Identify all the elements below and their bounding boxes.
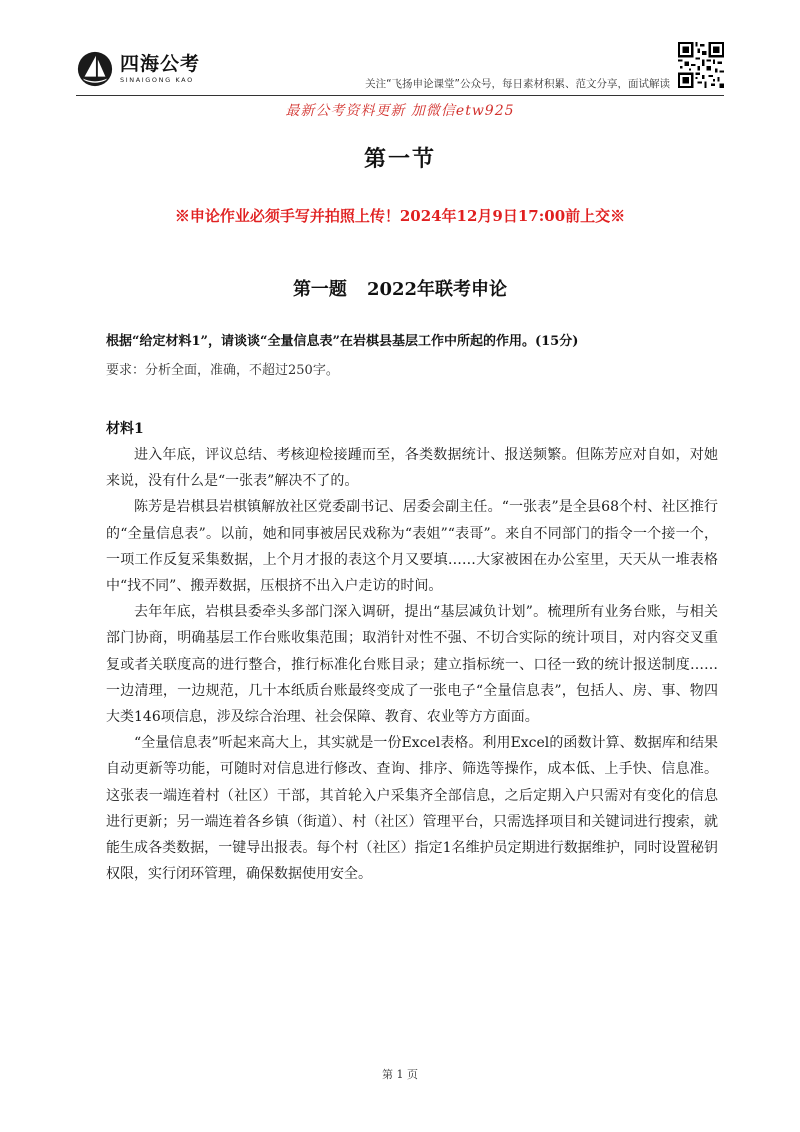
section-title: 第一节 — [363, 146, 436, 172]
paragraph: “全量信息表”听起来高大上，其实就是一份Excel表格。利用Excel的函数计算、数据库和结果自动更新等功能，可随时对信息进行修改、查询、排序、筛选等操作，成本低、上手快、信息准。这张表一端连着村（社区）干部，其首轮入户采集齐全部信息，之后定期入户只需对有变化的信息进行更新；另一端连着各乡镇（街道）、村（社区）管理平台，只需选择项目和关键词进行搜索，就能生成各类数据，一键导出报表。每个村（社区）指定1名维护员定期进行数据维护，同时设置秘钥权限，实行闭环管理，确保数据使用安全。 — [106, 735, 718, 883]
question-name: 2022年联考申论 — [366, 279, 508, 300]
material-label: 材料1 — [106, 421, 144, 437]
submission-notice: ※申论作业必须手写并拍照上传！2024年12月9日17:00前上交※ — [174, 207, 626, 225]
promo-banner: 最新公考资料更新 加微信etw925 — [285, 103, 515, 119]
material-body — [106, 442, 718, 887]
page-number: 第 1 页 — [382, 1068, 418, 1081]
paragraph: 进入年底，评议总结、考核迎检接踵而至，各类数据统计、报送频繁。但陈芳应对自如，对她来说，没有什么是“一张表”解决不了的。 — [106, 447, 718, 490]
answer-requirement: 要求：分析全面，准确，不超过250字。 — [106, 363, 339, 378]
header-divider — [76, 95, 724, 96]
paragraph: 陈芳是岩棋县岩棋镇解放社区党委副书记、居委会副主任。“一张表”是全县68个村、社区推行的“全量信息表”。以前，她和同事被居民戏称为“表姐”“表哥”。来自不同部门的指令一个接一个，一项工作反复采集数据，上个月才报的表这个月又要填……大家被困在办公室里，天天从一堆表格中“找不同”、搬弄数据，压根挤不出入户走访的时间。 — [106, 499, 718, 595]
question-title — [0, 275, 800, 301]
sailboat-logo-icon — [76, 50, 114, 88]
brand-name-pinyin: SINAIGONG KAO — [120, 76, 194, 84]
page-header — [76, 42, 724, 94]
brand-name: 四海公考 — [120, 53, 201, 75]
question-number: 第一题 — [292, 279, 347, 300]
header-tagline: 关注“飞扬申论课堂”公众号，每日素材积累、范文分享，面试解读 — [365, 78, 670, 90]
brand-logo — [76, 50, 200, 88]
paragraph: 去年年底，岩棋县委牵头多部门深入调研，提出“基层减负计划”。梳理所有业务台账，与相关部门协商，明确基层工作台账收集范围；取消针对性不强、不切合实际的统计项目，对内容交叉重复或者关联度高的进行整合，推行标准化台账目录；建立指标统一、口径一致的统计报送制度……一边清理，一边规范，几十本纸质台账最终变成了一张电子“全量信息表”，包括人、房、事、物四大类146项信息，涉及综合治理、社会保障、教育、农业等方方面面。 — [106, 604, 718, 726]
question-prompt: 根据“给定材料1”，请谈谈“全量信息表”在岩棋县基层工作中所起的作用。(15分) — [106, 334, 579, 349]
qr-code-icon — [678, 42, 724, 88]
